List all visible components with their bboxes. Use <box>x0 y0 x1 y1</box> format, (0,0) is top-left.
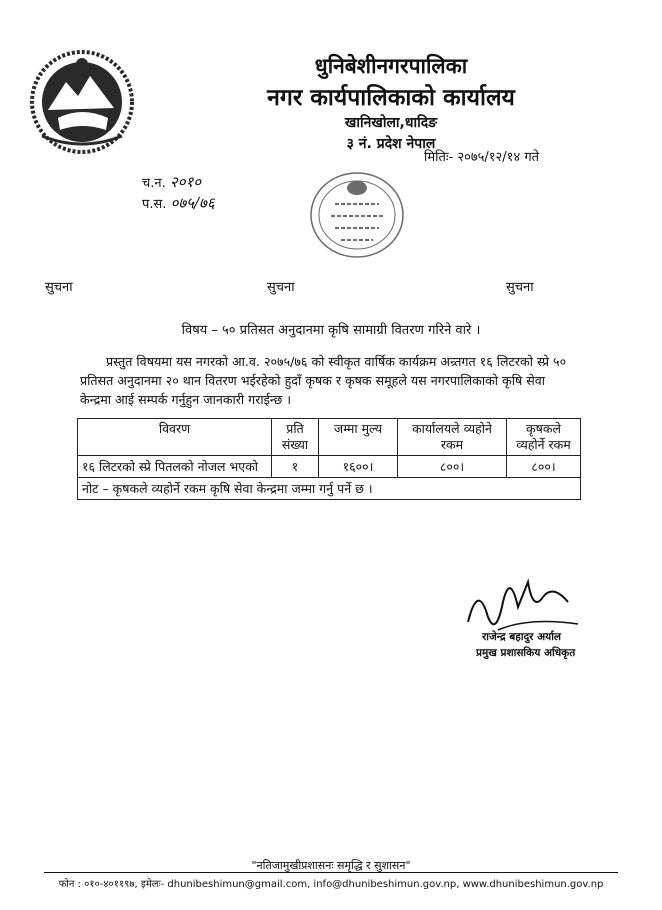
dispatch-number-value: २०१० <box>169 173 202 191</box>
table-row <box>78 456 581 478</box>
letter-number-value: ०७५/७६ <box>170 194 215 212</box>
footer-divider <box>44 872 618 873</box>
table-note: नोट – कृषकले व्यहोर्ने रकम कृषि सेवा केन्द्रमा जम्मा गर्नु पर्ने छ । <box>78 478 581 500</box>
col-office-share: कार्यालयले व्यहोने रकम <box>398 419 507 456</box>
footer-slogan: "नतिजामुखीप्रशासनः समृद्धि र सुशासन" <box>251 859 411 872</box>
notice-label-right: सुचना <box>506 280 534 295</box>
table-header-row <box>78 419 581 456</box>
letter-body <box>80 352 580 409</box>
letter-body-text: प्रस्तुत विषयमा यस नगरको आ.व. २०७५/७६ को स्वीकृत वार्षिक कार्यक्रम अन्र्तगत १६ लिटरको स्प्रे ५० प्रतिसत अनुदानमा २० थान वितरण भईरहेको हुदाँ कृषक र कृषक समूहले यस नगरपालिकाको कृषि सेवा केन्द्रमा आई सम्पर्क गर्नुहुन जानकारी गराईन्छ । <box>80 354 567 407</box>
notice-label-center: सुचना <box>267 280 295 295</box>
cell-description: १६ लिटरको स्प्रे पितलको नोजल भएको <box>78 456 272 478</box>
letter-number <box>142 193 215 213</box>
cell-office-share: ८००। <box>398 456 507 478</box>
cell-total-price: १६००। <box>319 456 398 478</box>
notice-label-left: सुचना <box>45 280 73 295</box>
footer-contact: फोन : ०१०-४०११९७, इमेलः- dhunibeshimun@gmail.com, info@dhunibeshimun.gov.np, www.dhunibeshimun.gov.np <box>58 879 604 890</box>
address-line-1: खानिखोला,धादिङ <box>344 115 438 131</box>
office-name: नगर कार्यपालिकाको कार्यालय <box>267 85 515 111</box>
signatory-title: प्रमुख प्रशासकिय अधिकृत <box>476 647 576 659</box>
cell-quantity: १ <box>272 456 319 478</box>
address-line-2: ३ नं. प्रदेश नेपाल <box>346 136 436 152</box>
col-quantity: प्रति संख्या <box>272 419 319 456</box>
dispatch-number-label: च.न. <box>142 176 166 191</box>
col-farmer-share: कृषकले व्यहोर्ने रकम <box>507 419 581 456</box>
letter-number-label: प.स. <box>142 197 167 212</box>
office-seal-stamp <box>307 168 407 262</box>
letter-date: मितिः- २०७५/१२/१४ गते <box>424 150 540 165</box>
dispatch-number <box>142 172 201 192</box>
cell-farmer-share: ८००। <box>507 456 581 478</box>
signatory-name: राजेन्द्र बहादुर अर्याल <box>482 631 562 643</box>
table-note-row <box>78 478 581 500</box>
letter-subject: विषय – ५० प्रतिसत अनुदानमा कृषि सामाग्री वितरण गरिने वारे । <box>181 323 481 338</box>
distribution-table <box>77 418 581 500</box>
col-total-price: जम्मा मुल्य <box>319 419 398 456</box>
municipality-name: धुनिबेशीनगरपालिका <box>314 54 468 78</box>
col-description: विवरण <box>78 419 272 456</box>
